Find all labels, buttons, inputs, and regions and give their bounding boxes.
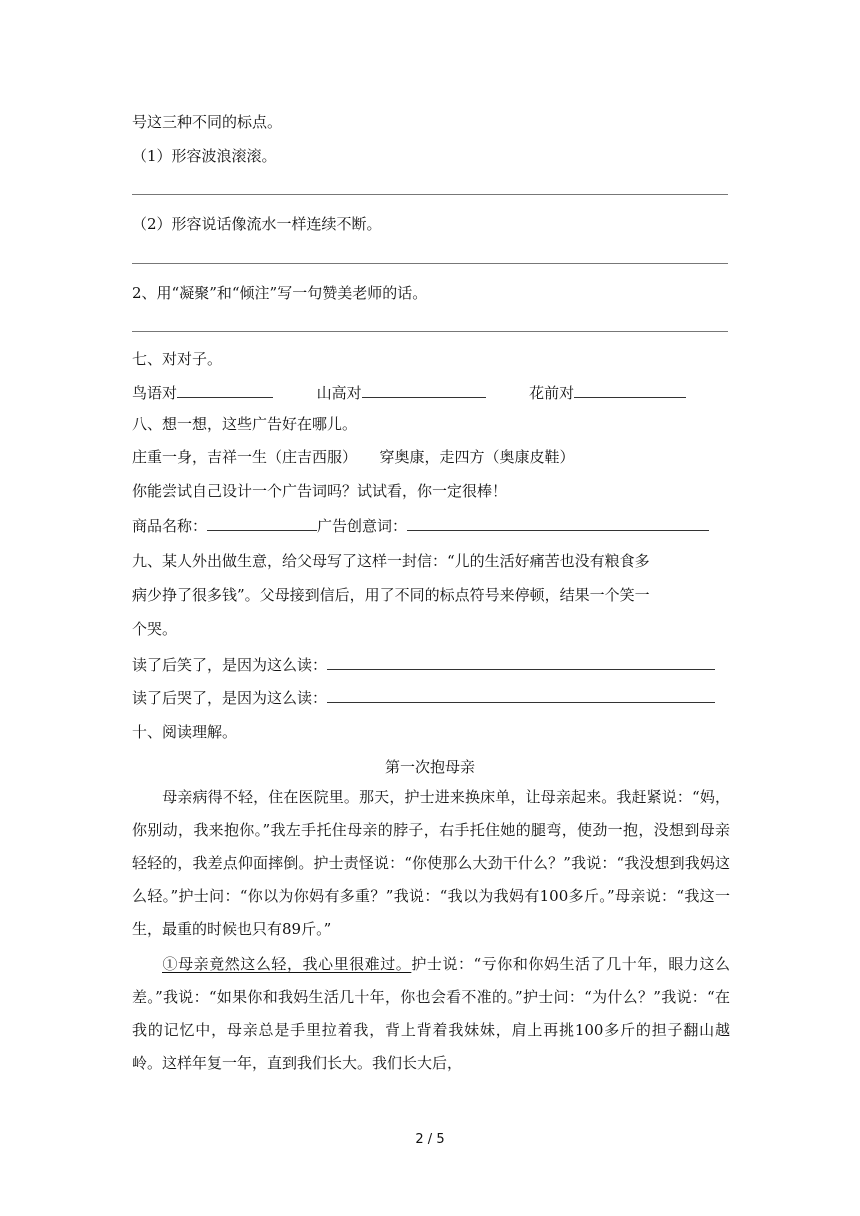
question-3: 2、用“凝聚”和“倾注”写一句赞美老师的话。 xyxy=(132,284,428,302)
section6-intro-tail: 号这三种不同的标点。 xyxy=(132,113,283,131)
passage-paragraph-1: 母亲病得不轻，住在医院里。那天，护士进来换床单，让母亲起来。我赶紧说：“妈，你别动，我来抱你。”我左手托住母亲的脖子，右手托住她的腿弯，使劲一抱，没想到母亲轻轻的，我差点仰面摔倒。护士责怪说：“你使那么大劲干什么？”我说：“我没想到我妈这么轻。”护士问：“你以为你妈有多重？”我说：“我以为我妈有100多斤。”母亲说：“我这一生，最重的时候也只有89斤。” xyxy=(132,788,730,938)
passage-title: 第一次抱母亲 xyxy=(384,758,475,776)
couplet-label-1: 鸟语对 xyxy=(132,384,178,402)
section9-line-2: 病少挣了很多钱”。父母接到信后，用了不同的标点符号来停顿，结果一个笑一 xyxy=(132,586,650,604)
ad-prompt: 你能尝试自己设计一个广告词吗？试试看，你一定很棒！ xyxy=(132,482,508,500)
cry-label: 读了后哭了，是因为这么读： xyxy=(132,689,328,707)
slogan-label: 广告创意词： xyxy=(317,517,408,535)
product-name-label: 商品名称： xyxy=(132,517,208,535)
section8-heading: 八、想一想，这些广告好在哪儿。 xyxy=(132,415,358,433)
couplet-blank-2[interactable] xyxy=(362,382,486,398)
product-name-blank[interactable] xyxy=(207,515,317,531)
laugh-row xyxy=(132,654,715,675)
couplet-label-3: 花前对 xyxy=(529,384,575,402)
laugh-label: 读了后笑了，是因为这么读： xyxy=(132,656,328,674)
section10-heading: 十、阅读理解。 xyxy=(132,723,238,741)
answer-line-2[interactable] xyxy=(132,263,728,264)
underlined-sentence: ①母亲竟然这么轻，我心里很难过。 xyxy=(162,955,412,973)
slogan-blank[interactable] xyxy=(407,515,709,531)
laugh-blank[interactable] xyxy=(327,654,715,670)
couplet-label-2: 山高对 xyxy=(316,384,362,402)
couplet-blank-3[interactable] xyxy=(574,382,686,398)
passage-paragraph-2 xyxy=(132,948,730,1080)
section9-line-1: 九、某人外出做生意，给父母写了这样一封信：“儿的生活好痛苦也没有粮食多 xyxy=(132,552,650,570)
question-2: （2）形容说话像流水一样连续不断。 xyxy=(132,215,382,233)
couplet-blank-1[interactable] xyxy=(177,382,273,398)
couplet-row xyxy=(132,382,686,403)
cry-row xyxy=(132,687,715,708)
answer-line-1[interactable] xyxy=(132,194,728,195)
cry-blank[interactable] xyxy=(327,687,715,703)
section9-line-3: 个哭。 xyxy=(132,620,178,638)
paragraph-2-rest: 护士说：“亏你和你妈生活了几十年，眼力这么差。”我说：“如果你和我妈生活几十年，你也会看不准的。”护士问：“为什么？”我说：“在我的记忆中，母亲总是手里拉着我，背上背着我妹妹，肩上再挑100多斤的担子翻山越岭。这样年复一年，直到我们长大。我们长大后， xyxy=(132,955,730,1072)
page-number: 2 / 5 xyxy=(415,1132,445,1147)
ad-examples: 庄重一身，吉祥一生（庄吉西服） 穿奥康，走四方（奥康皮鞋） xyxy=(132,448,575,466)
answer-line-3[interactable] xyxy=(132,331,728,332)
question-1: （1）形容波浪滚滚。 xyxy=(132,147,277,165)
section7-heading: 七、对对子。 xyxy=(132,350,223,368)
ad-form-row xyxy=(132,515,709,536)
